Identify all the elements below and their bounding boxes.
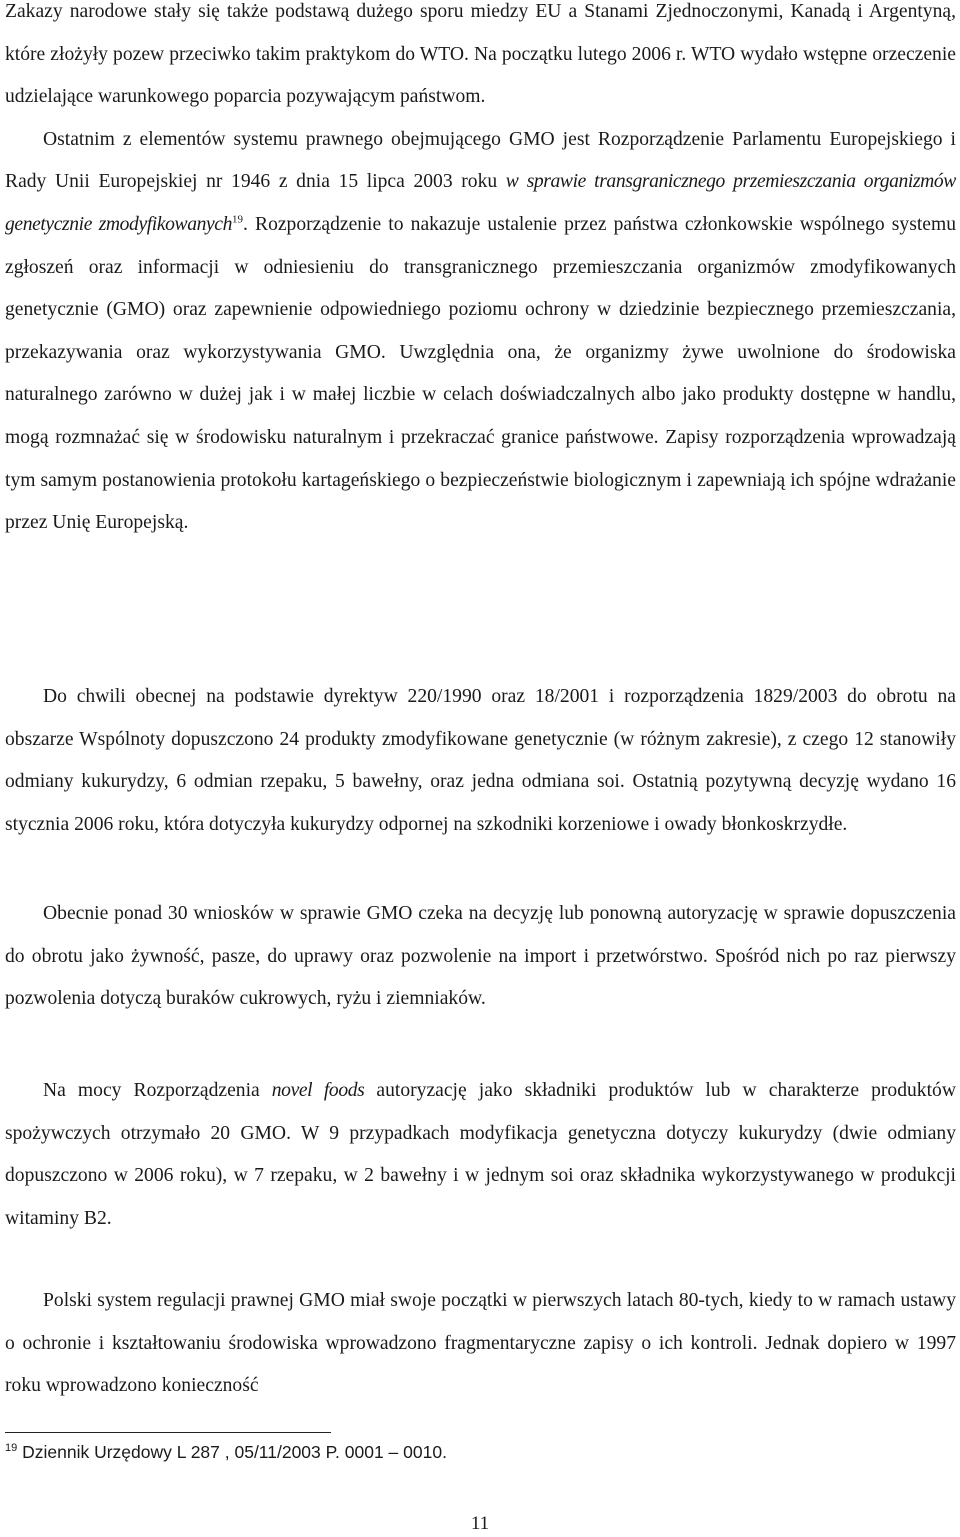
paragraph-pending-applications-text: Obecnie ponad 30 wniosków w sprawie GMO czeka na decyzję lub ponowną autoryzację w sprawie dopuszczenia do obrotu jako żywność, pasze, do uprawy oraz pozwolenie na import i przetwórstwo. Spośród nich po raz pierwszy pozwolenia dotyczą buraków cukrowych, ryżu i ziemniaków. <box>5 903 956 1010</box>
paragraph-authorized-products <box>5 676 956 846</box>
paragraph-authorized-products-text: Do chwili obecnej na podstawie dyrektyw 220/1990 oraz 18/2001 i rozporządzenia 1829/2003 do obrotu na obszarze Wspólnoty dopuszczono 24 produkty zmodyfikowane genetycznie (w różnym zakresie), z czego 12 stanowiły odmiany kukurydzy, 6 odmian rzepaku, 5 bawełny, oraz jedna odmiana soi. Ostatnią pozytywną decyzję wydano 16 stycznia 2006 roku, która dotyczyła kukurydzy odpornej na szkodniki korzeniowe i owady błonkoskrzydłe. <box>5 686 956 835</box>
paragraph-polish-system-text: Polski system regulacji prawnej GMO miał swoje początki w pierwszych latach 80-tych, kiedy to w ramach ustawy o ochronie i kształtowaniu środowiska wprowadzono fragmentaryczne zapisy o ich kontroli. Jednak dopiero w 1997 roku wprowadzono konieczność <box>5 1290 956 1397</box>
page-number: 11 <box>470 1513 490 1534</box>
body-text-top <box>5 0 956 545</box>
novel-foods-intro: Na mocy Rozporządzenia <box>43 1080 272 1101</box>
footnote-number: 19 <box>5 1442 18 1454</box>
footnote <box>5 1437 905 1467</box>
paragraph-regulation-1946 <box>5 119 956 545</box>
paragraph-wto-dispute: Zakazy narodowe stały się także podstawą dużego sporu miedzy EU a Stanami Zjednoczonymi, Kanadą i Argentyną, które złożyły pozew przeciwko takim praktykom do WTO. Na początku lutego 2006 r. WTO wydało wstępne orzeczenie udzielające warunkowego poparcia pozywającym państwom. <box>5 1 956 108</box>
novel-foods-body: autoryzację jako składniki produktów lub w charakterze produktów spożywczych otrzymało 20 GMO. W 9 przypadkach modyfikacja genetyczna dotyczy kukurydzy (dwie odmiany dopuszczono w 2006 roku), w 7 rzepaku, w 2 bawełny i w jednym soi oraz składnika wykorzystywanego w produkcji witaminy B2. <box>5 1080 956 1229</box>
footnote-divider <box>5 1432 331 1433</box>
paragraph-regulation-body: . Rozporządzenie to nakazuje ustalenie przez państwa członkowskie wspólnego systemu zgłoszeń oraz informacji w odniesieniu do transgranicznego przemieszczania organizmów zmodyfikowanych genetycznie (GMO) oraz zapewnienie odpowiedniego poziomu ochrony w dziedzinie bezpiecznego przemieszczania, przekazywania oraz wykorzystywania GMO. Uwzględnia ona, że organizmy żywe uwolnione do środowiska naturalnego zarówno w dużej jak i w małej liczbie w celach doświadczalnych albo jako produkty dostępne w handlu, mogą rozmnażać się w środowisku naturalnym i przekraczać granice państwowe. Zapisy rozporządzenia wprowadzają tym samym postanowienia protokołu kartageńskiego o bezpieczeństwie biologicznym i zapewniają ich spójne wdrażanie przez Unię Europejską. <box>5 213 956 534</box>
paragraph-pending-applications <box>5 893 956 1021</box>
paragraph-novel-foods <box>5 1070 956 1240</box>
paragraph-regulation-intro: Ostatnim z elementów systemu prawnego obejmującego GMO jest Rozporządzenie Parlamentu Europejskiego i Rady Unii Europejskiej nr 1946 z dnia 15 lipca 2003 roku <box>5 128 956 193</box>
paragraph-novel-foods-text <box>5 1070 956 1240</box>
footnote-reference[interactable]: 19 <box>232 213 243 226</box>
regulation-title-italic: w sprawie transgranicznego przemieszczania organizmów genetycznie zmodyfikowanych <box>5 171 956 235</box>
paragraph-polish-system <box>5 1280 956 1408</box>
novel-foods-italic: novel foods <box>271 1080 365 1101</box>
footnote-text: Dziennik Urzędowy L 287 , 05/11/2003 P. 0001 – 0010. <box>17 1442 447 1462</box>
